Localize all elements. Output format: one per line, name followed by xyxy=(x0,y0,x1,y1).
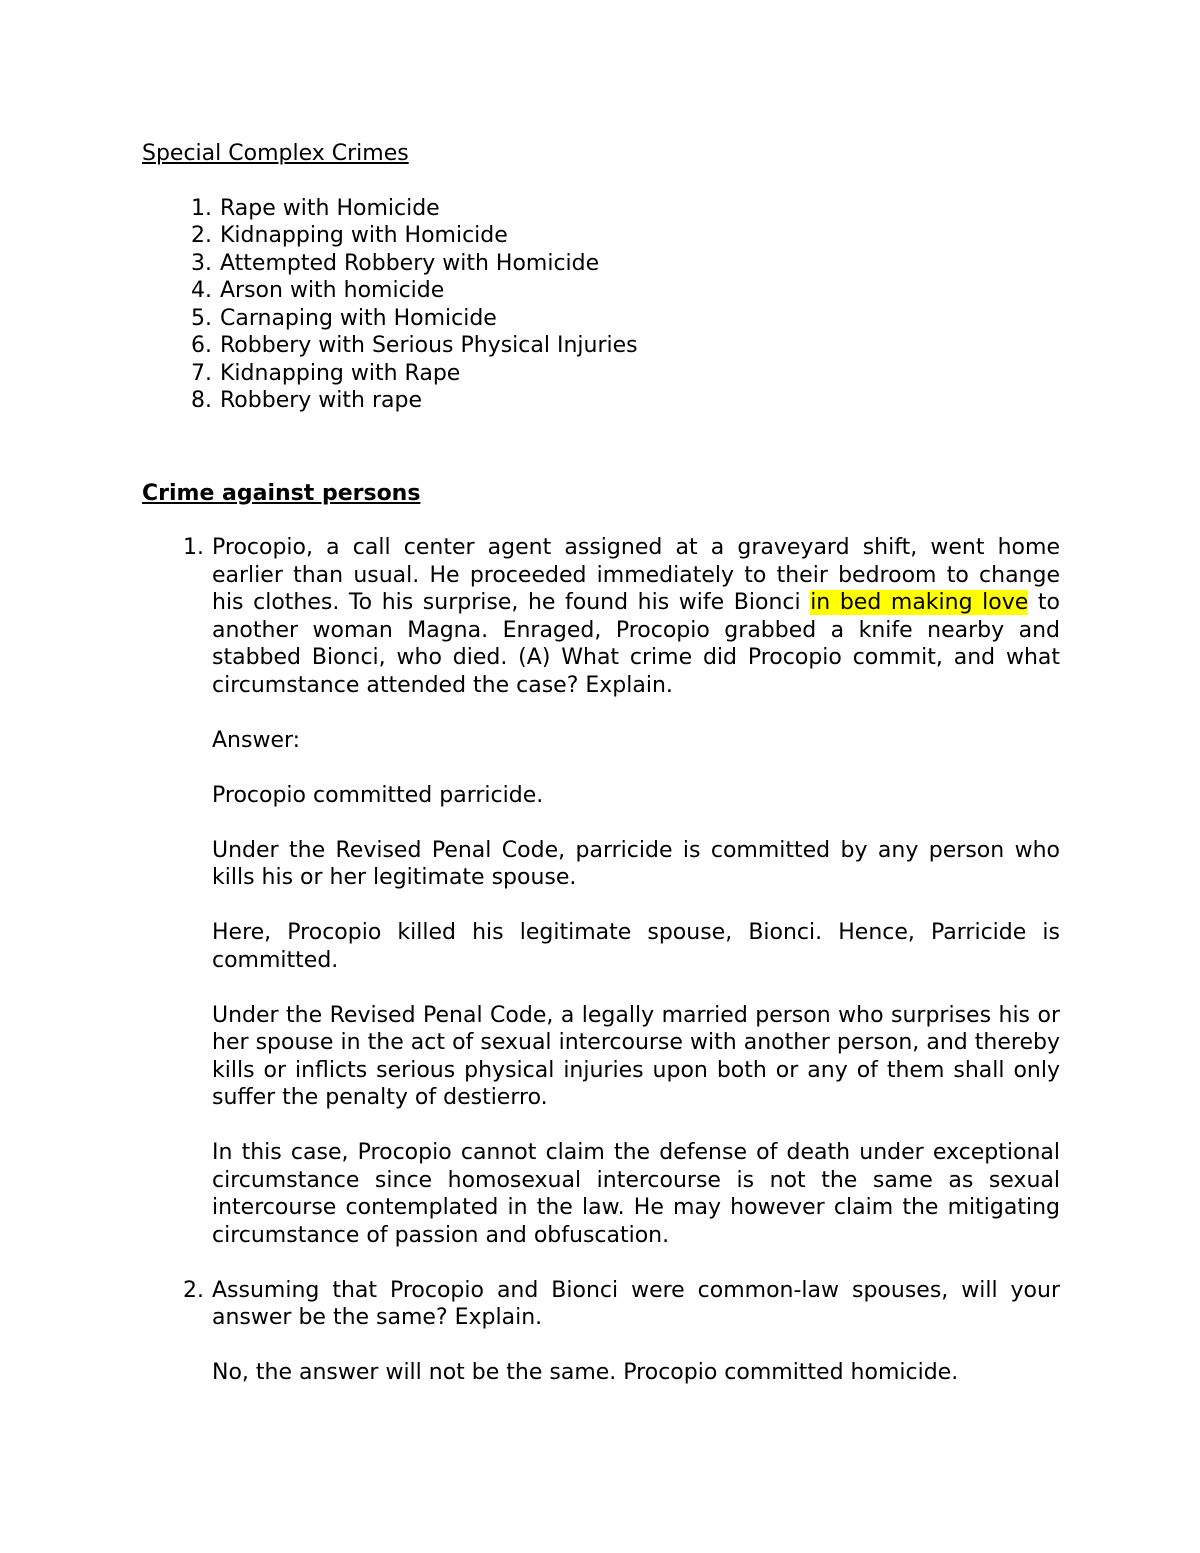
answer-paragraph: Under the Revised Penal Code, a legally married person who surprises his or her spouse in the act of sexual intercourse with another person, and thereby kills or inflicts serious physical injuries upon both or any of them shall only suffer the penalty of destierro. xyxy=(212,1002,1060,1110)
question-text xyxy=(212,534,1060,699)
question-text: Assuming that Procopio and Bionci were common-law spouses, will your answer be the same? Explain. xyxy=(212,1277,1060,1330)
list-item xyxy=(142,387,1060,415)
document-page xyxy=(142,140,1060,1387)
question-item-2 xyxy=(142,1277,1060,1387)
question-item-1 xyxy=(142,534,1060,1249)
answer-paragraph: Here, Procopio killed his legitimate spouse, Bionci. Hence, Parricide is committed. xyxy=(212,920,1060,973)
answer-label: Answer: xyxy=(212,727,301,753)
question-number: 1. xyxy=(183,535,204,560)
document-title: Special Complex Crimes xyxy=(142,141,409,166)
list-item-text: Carnaping with Homicide xyxy=(220,305,497,331)
list-number: 5. xyxy=(191,305,212,331)
answer-paragraph: No, the answer will not be the same. Procopio committed homicide. xyxy=(212,1360,959,1385)
list-number: 4. xyxy=(191,278,212,303)
highlighted-text: in bed making love xyxy=(810,590,1029,615)
list-item-text: Robbery with rape xyxy=(220,388,422,413)
list-item xyxy=(142,250,1060,278)
list-number: 6. xyxy=(191,333,212,358)
list-item-text: Robbery with Serious Physical Injuries xyxy=(220,333,638,358)
list-item-text: Kidnapping with Homicide xyxy=(220,223,508,248)
complex-crimes-list xyxy=(142,195,1060,415)
list-item-text: Kidnapping with Rape xyxy=(220,360,461,386)
list-number: 1. xyxy=(191,195,212,221)
list-item xyxy=(142,305,1060,333)
answer-paragraph: Procopio committed parricide. xyxy=(212,782,544,808)
answer-paragraph: Under the Revised Penal Code, parricide is committed by any person who kills his or her legitimate spouse. xyxy=(212,837,1060,890)
list-number: 7. xyxy=(191,360,212,386)
list-item xyxy=(142,332,1060,360)
question-text-part: to another woman Magna. Enraged, Procopio grabbed a knife nearby and stabbed Bionci, who died. (A) What crime did Procopio commit, and what circumstance attended the case? Explain. xyxy=(212,590,1060,698)
question-text-part: Procopio, a call center agent assigned at a graveyard shift, went home earlier than usual. He proceeded immediately to their bedroom to change his clothes. To his surprise, he found his wife Bionci xyxy=(212,535,1060,615)
list-number: 3. xyxy=(191,250,212,276)
list-item-text: Arson with homicide xyxy=(220,278,445,303)
list-item xyxy=(142,360,1060,388)
list-number: 2. xyxy=(191,223,212,248)
list-item xyxy=(142,222,1060,250)
list-item-text: Attempted Robbery with Homicide xyxy=(220,250,600,276)
list-item-text: Rape with Homicide xyxy=(220,195,440,221)
answer-paragraph: In this case, Procopio cannot claim the defense of death under exceptional circumstance since homosexual intercourse is not the same as sexual intercourse contemplated in the law. He may however claim the mitigating circumstance of passion and obfuscation. xyxy=(212,1140,1060,1248)
question-body xyxy=(212,1277,1060,1387)
list-item xyxy=(142,277,1060,305)
list-number: 8. xyxy=(191,388,212,413)
question-body xyxy=(212,534,1060,1249)
questions-list xyxy=(142,534,1060,1387)
section-heading: Crime against persons xyxy=(142,480,421,506)
list-item xyxy=(142,195,1060,223)
question-number: 2. xyxy=(183,1277,204,1303)
